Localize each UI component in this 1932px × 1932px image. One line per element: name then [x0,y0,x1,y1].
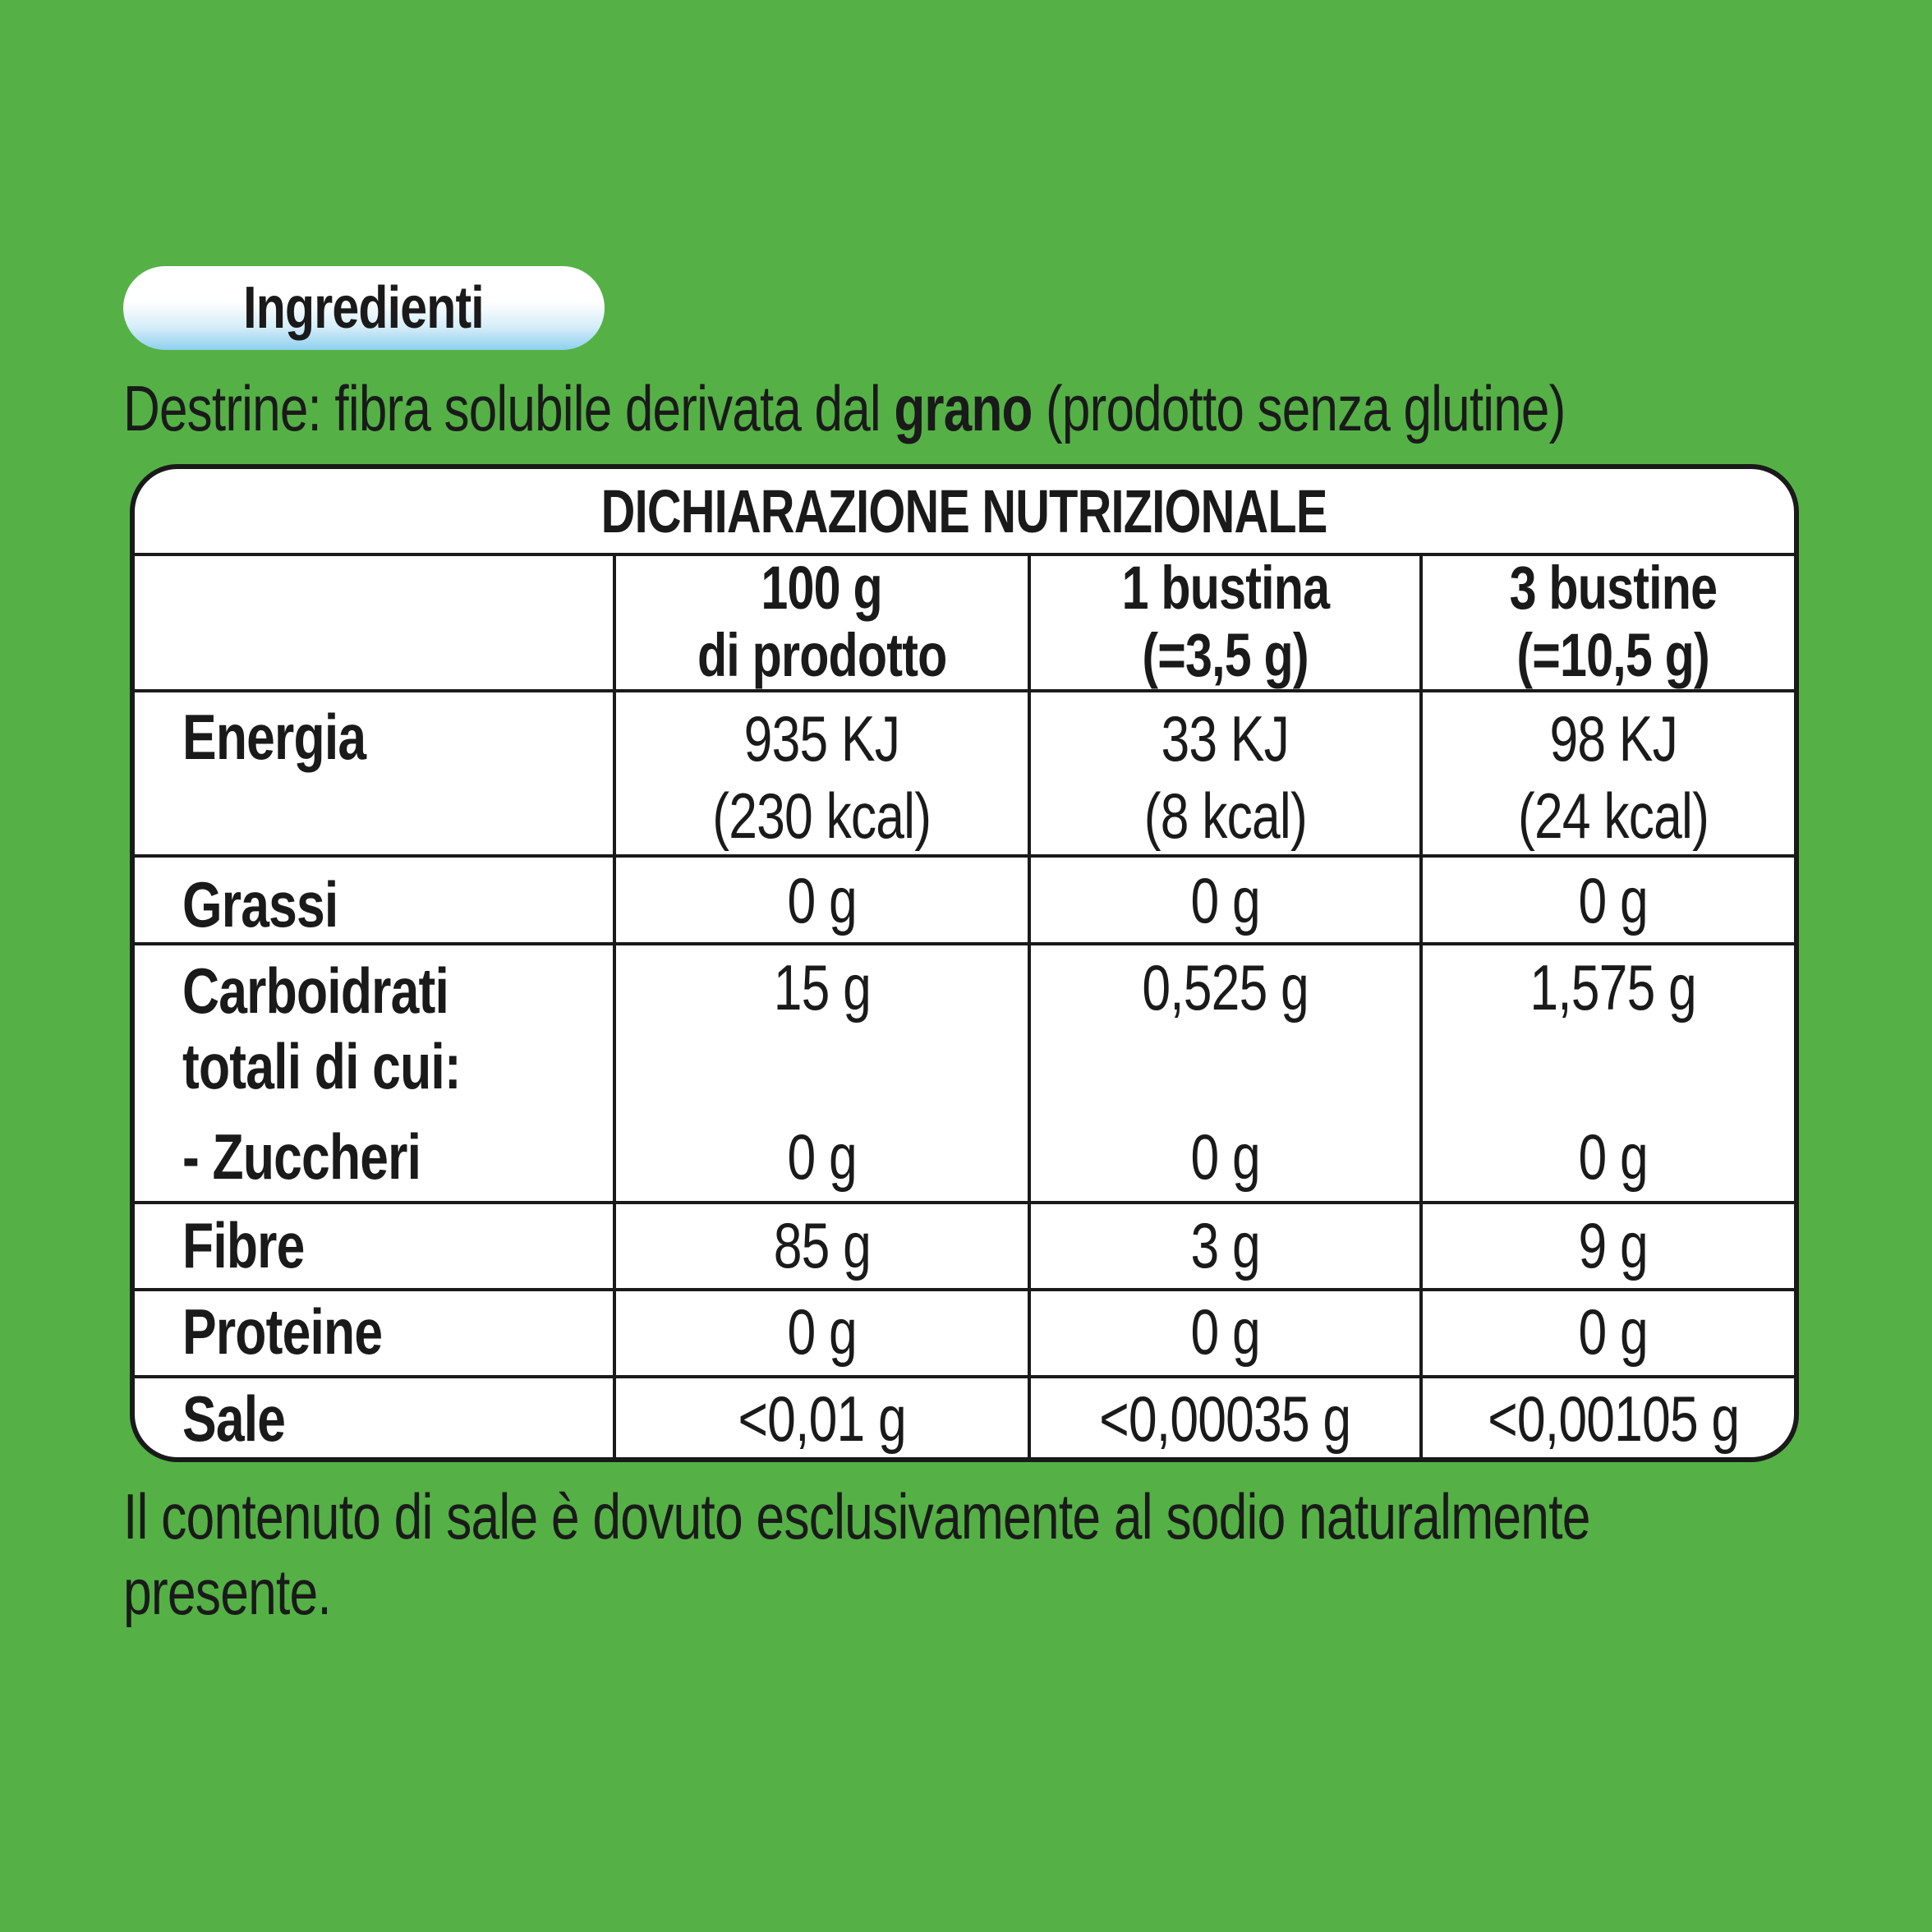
row-label-sale: Sale [182,1382,286,1455]
ingredients-text-start: Destrine: fibra solubile derivata dal [123,372,895,444]
ingredients-badge [123,266,605,350]
table-cell: <0,01 g [738,1382,906,1455]
salt-note-line1: Il contenuto di sale è dovuto esclusivamente al sodio naturalmente [123,1480,1590,1552]
table-cell: 0 g [1578,864,1649,936]
row-label-carboidrati: Carboidrati [182,954,449,1027]
row-divider [135,1201,1794,1204]
row-label-proteine: Proteine [182,1295,383,1368]
row-divider [135,1375,1794,1378]
table-cell: 85 g [773,1209,871,1281]
column-header-100g: 100 g di prodotto [697,554,947,689]
table-cell: <0,00035 g [1099,1382,1351,1455]
row-label-carboidrati-cont: totali di cui: [182,1030,461,1102]
table-cell: 0 g [787,864,857,936]
table-cell: 0 g [1190,864,1260,936]
table-cell: 0 g [1190,1295,1260,1368]
nutrition-table-title-row [135,469,1794,556]
table-cell: 1,575 g [1530,951,1697,1024]
table-cell: 0 g [1578,1295,1649,1368]
table-cell: 3 g [1190,1209,1260,1281]
nutrition-table [130,464,1799,1462]
table-cell: 0 g [787,1120,857,1193]
table-cell: 15 g [773,951,871,1024]
row-divider [135,689,1794,692]
ingredients-badge-label: Ingredienti [243,275,485,341]
table-cell: 0,525 g [1142,951,1309,1024]
row-divider [135,942,1794,945]
table-cell: 935 KJ (230 kcal) [712,702,932,852]
table-cell: 98 KJ (24 kcal) [1517,702,1709,852]
column-header-1-bustina: 1 bustina (=3,5 g) [1121,554,1329,689]
ingredients-text [123,371,1565,446]
nutrition-table-title: DICHIARAZIONE NUTRIZIONALE [601,476,1327,545]
table-cell: 0 g [1578,1120,1649,1193]
table-cell: 0 g [787,1295,857,1368]
ingredients-allergen: grano [894,372,1033,444]
salt-note-line2: presente. [123,1556,331,1628]
salt-note [123,1479,1848,1630]
column-header-3-bustine: 3 bustine (=10,5 g) [1509,554,1718,689]
table-cell: 0 g [1190,1120,1260,1193]
row-label-grassi: Grassi [182,868,338,941]
table-cell: <0,00105 g [1487,1382,1740,1455]
row-label-fibre: Fibre [182,1209,305,1281]
table-cell: 9 g [1578,1209,1649,1281]
row-label-zuccheri: - Zuccheri [182,1120,421,1193]
ingredients-text-end: (prodotto senza glutine) [1032,372,1566,444]
row-label-energia: Energia [182,701,366,773]
row-divider [135,1288,1794,1291]
table-cell: 33 KJ (8 kcal) [1143,702,1307,852]
row-divider [135,854,1794,858]
